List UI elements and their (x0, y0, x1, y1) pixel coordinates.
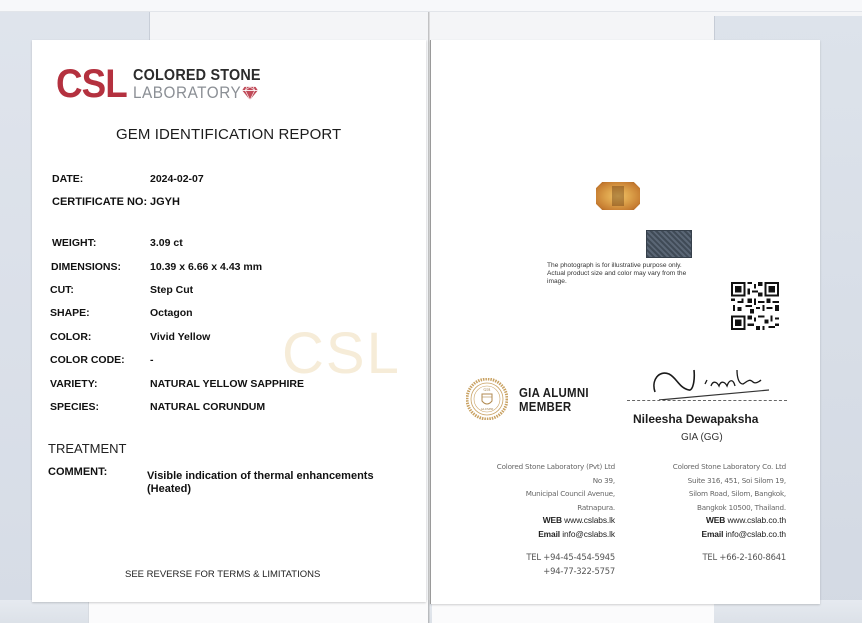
gem-photo-icon (596, 182, 640, 210)
field-label: SPECIES: (50, 401, 100, 413)
web-link[interactable]: www.cslabs.lk (564, 515, 615, 525)
signer-title: GIA (GG) (681, 432, 723, 443)
web-row: WEB www.cslabs.lk (542, 515, 615, 525)
gia-seal-icon (466, 378, 508, 420)
field-cut (50, 284, 193, 296)
svg-text:GIA: GIA (483, 387, 491, 392)
field-value: - (150, 354, 154, 366)
field-value: NATURAL YELLOW SAPPHIRE (150, 378, 305, 390)
field-certificate-no (52, 196, 180, 208)
logo-wordmark (133, 67, 275, 101)
gia-line2: MEMBER (519, 399, 572, 414)
field-value: JGYH (150, 196, 180, 208)
web-row: WEB www.cslab.co.th (705, 515, 786, 525)
field-label: COLOR: (50, 331, 92, 343)
address-line: Suite 316, 451, Soi Silom 19, (687, 475, 786, 485)
terms-note: SEE REVERSE FOR TERMS & LIMITATIONS (125, 569, 321, 580)
company-name: Colored Stone Laboratory Co. Ltd (672, 462, 786, 471)
phone: TEL +94-45-454-5945 (526, 552, 615, 562)
field-weight (52, 237, 183, 249)
address-line: No 39, (592, 475, 615, 485)
field-dimensions (51, 261, 262, 273)
email-link[interactable]: info@cslabs.lk (562, 528, 615, 539)
signature-icon (649, 360, 789, 400)
email-row: Email info@cslabs.lk (538, 528, 615, 539)
logo-abbr: CSL (56, 62, 127, 106)
field-label: COLOR CODE: (50, 354, 125, 366)
address-line: Silom Road, Silom, Bangkok, (688, 489, 786, 498)
hologram-icon (646, 230, 692, 258)
company-name: Colored Stone Laboratory (Pvt) Ltd (496, 462, 615, 471)
logo-line2-wrap (133, 84, 261, 101)
qr-code-icon[interactable] (729, 280, 781, 332)
csl-watermark: CSL (282, 321, 401, 386)
report-back-page (430, 40, 820, 604)
svg-text:ALUMNI: ALUMNI (480, 407, 494, 411)
field-value: Vivid Yellow (150, 331, 211, 343)
diamond-icon (242, 86, 258, 100)
field-label: DATE: (52, 173, 84, 185)
field-value: Octagon (150, 307, 193, 319)
field-color-code (50, 354, 154, 366)
field-value: 3.09 ct (150, 237, 183, 249)
signer-name: Nileesha Dewapaksha (633, 412, 759, 426)
address-thailand (636, 460, 786, 565)
field-label: WEIGHT: (52, 237, 97, 249)
address-line: Bangkok 10500, Thailand. (697, 502, 786, 512)
field-species (50, 401, 265, 413)
logo-line1: COLORED STONE (133, 67, 261, 84)
field-value: NATURAL CORUNDUM (150, 401, 266, 413)
gia-alumni-badge (519, 386, 589, 414)
field-label: SHAPE: (50, 307, 90, 319)
field-label: DIMENSIONS: (51, 261, 122, 273)
field-shape (50, 307, 193, 319)
field-variety (50, 378, 304, 390)
address-line: Municipal Council Avenue, (525, 489, 615, 498)
web-link[interactable]: www.cslab.co.th (727, 515, 786, 525)
signature-line (627, 400, 787, 401)
field-value: Step Cut (150, 284, 194, 296)
field-label: CERTIFICATE NO: (52, 196, 148, 208)
field-label: VARIETY: (50, 378, 98, 390)
sleeve-top-edge (0, 0, 862, 12)
field-color (50, 331, 210, 343)
csl-logo (56, 64, 275, 104)
email-link[interactable]: info@cslab.co.th (725, 528, 786, 539)
address-line: Ratnapura. (577, 502, 615, 512)
field-value: 10.39 x 6.66 x 4.43 mm (150, 261, 263, 273)
paper-bottom-left (88, 600, 428, 623)
gia-line1: GIA ALUMNI (519, 385, 589, 400)
field-value: 2024-02-07 (150, 173, 204, 185)
report-title: GEM IDENTIFICATION REPORT (116, 126, 342, 143)
email-row: Email info@cslab.co.th (701, 528, 786, 539)
photo-disclaimer: The photograph is for illustrative purpose only. Actual product size and color may vary from the image. (547, 262, 687, 286)
treatment-heading: TREATMENT (48, 441, 127, 456)
field-date (52, 173, 204, 185)
field-label: CUT: (50, 284, 74, 296)
address-sri-lanka (465, 460, 615, 578)
phone: +94-77-322-5757 (543, 565, 615, 576)
logo-line2: LABORATORY (133, 83, 242, 102)
comment-label: COMMENT: (48, 466, 108, 478)
comment-value: Visible indication of thermal enhancements (Heated) (147, 470, 374, 495)
report-front-page (32, 40, 426, 602)
phone: TEL +66-2-160-8641 (702, 552, 786, 562)
